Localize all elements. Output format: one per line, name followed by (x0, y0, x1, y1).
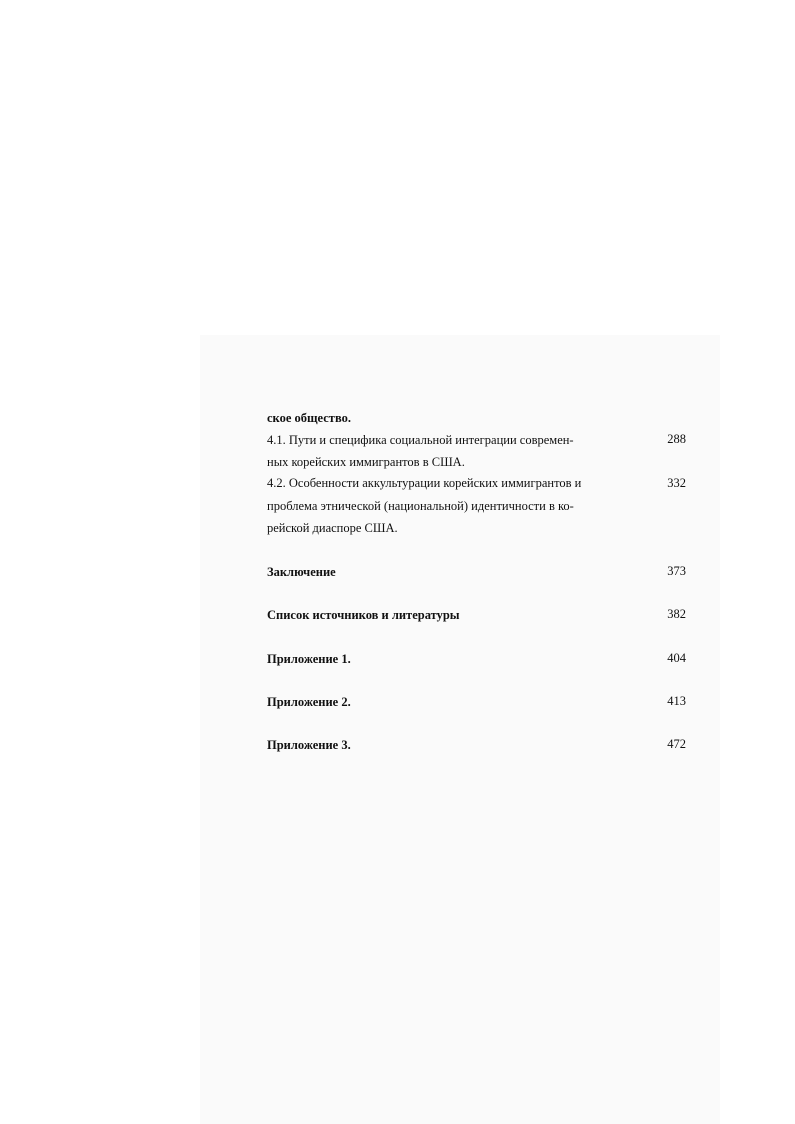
toc-entry-4-2-line2: проблема этнической (национальной) идентичности в ко- (267, 499, 574, 513)
toc-entry-sources: Список источников и литературы (267, 608, 460, 622)
scanned-region (200, 335, 720, 1124)
toc-entry-sources-page: 382 (667, 607, 686, 621)
toc-entry-4-2-line3: рейской диаспоре США. (267, 521, 398, 535)
toc-entry-appendix-3: Приложение 3. (267, 738, 351, 752)
toc-entry-appendix-1-page: 404 (667, 651, 686, 665)
toc-entry-conclusion: Заключение (267, 565, 336, 579)
toc-entry-conclusion-page: 373 (667, 564, 686, 578)
toc-entry-appendix-1: Приложение 1. (267, 652, 351, 666)
toc-entry-4-2-page: 332 (667, 476, 686, 490)
toc-entry-4-1-page: 288 (667, 432, 686, 446)
toc-entry-appendix-3-page: 472 (667, 737, 686, 751)
toc-entry-4-2-line1: 4.2. Особенности аккультурации корейских иммигрантов и (267, 476, 582, 490)
toc-entry-4-1-line2: ных корейских иммигрантов в США. (267, 455, 465, 469)
toc-entry-appendix-2-page: 413 (667, 694, 686, 708)
toc-entry-4-1-line1: 4.1. Пути и специфика социальной интеграции современ- (267, 433, 574, 447)
toc-entry-appendix-2: Приложение 2. (267, 695, 351, 709)
chapter-title-tail: ское общество. (267, 411, 351, 425)
